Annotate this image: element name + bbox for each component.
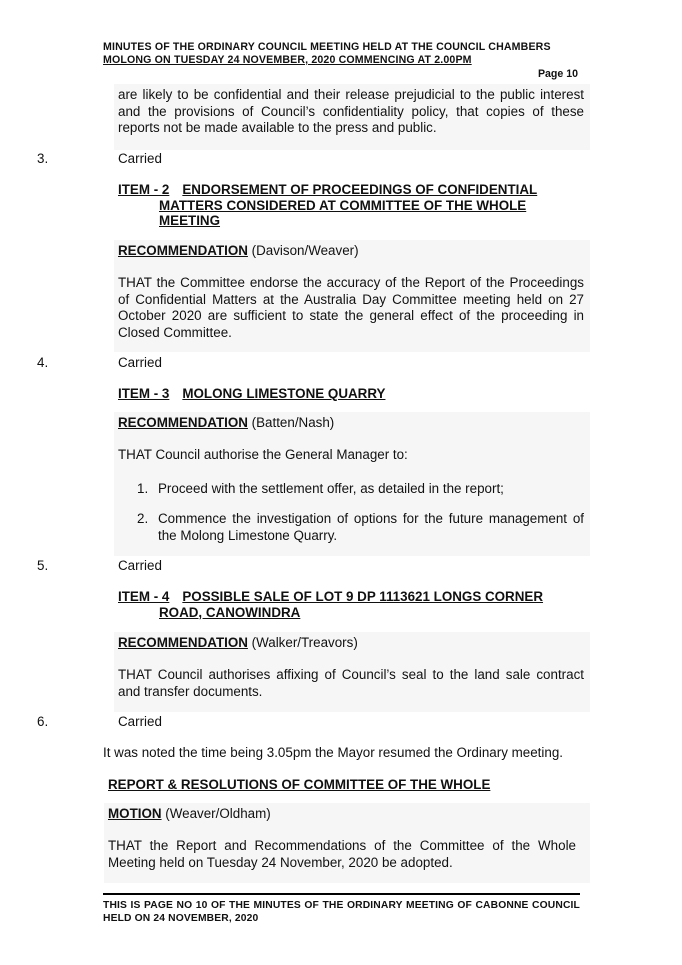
recommendation-heading: RECOMMENDATION (Davison/Weaver) [118, 243, 359, 258]
list-item: Proceed with the settlement offer, as detailed in the report; [158, 481, 504, 496]
item-title: ENDORSEMENT OF PROCEEDINGS OF CONFIDENTIAL [182, 182, 538, 197]
footer-rule [103, 893, 580, 895]
list-item: Commence the investigation of options for the future management of the Molong Limestone Quarry. [158, 511, 584, 543]
resolution-status: Carried [118, 558, 162, 573]
item-label: ITEM - 3 [118, 386, 170, 401]
item-title-cont: ROAD, CANOWINDRA [159, 604, 301, 620]
item-heading [118, 182, 588, 229]
resolution-status: Carried [118, 714, 162, 729]
motion-text: THAT the Report and Recommendations of the Committee of the Whole Meeting held on Tuesday 24 November, 2020 be adopted. [108, 838, 576, 870]
recommendation-text: THAT Council authorises affixing of Council’s seal to the land sale contract and transfer documents. [118, 667, 584, 699]
recommendation-heading: RECOMMENDATION (Batten/Nash) [118, 415, 335, 430]
continuation-paragraph: are likely to be confidential and their release prejudicial to the public interest and the provisions of Council’s confidentiality policy, that copies of these reports not be made available to the press and public. [118, 87, 584, 136]
resumed-note: It was noted the time being 3.05pm the Mayor resumed the Ordinary meeting. [103, 745, 563, 760]
item-heading [118, 589, 588, 620]
list-number: 1. [137, 481, 149, 496]
resolution-number: 4. [37, 355, 49, 370]
resolution-status: Carried [118, 151, 162, 166]
list-number: 2. [137, 511, 149, 526]
recommendation-text: THAT Council authorise the General Manager to: [118, 447, 408, 462]
item-title: MOLONG LIMESTONE QUARRY [182, 386, 386, 401]
resolution-number: 5. [37, 558, 49, 573]
resolution-number: 6. [37, 714, 49, 729]
resolution-number: 3. [37, 151, 49, 166]
page-number: Page 10 [537, 68, 578, 80]
item-label: ITEM - 2 [118, 182, 170, 197]
recommendation-heading: RECOMMENDATION (Walker/Treavors) [118, 635, 358, 650]
item-title: POSSIBLE SALE OF LOT 9 DP 1113621 LONGS CORNER [182, 589, 544, 604]
item-title-cont: MATTERS CONSIDERED AT COMMITTEE OF THE WHOLE [159, 197, 527, 213]
header-title-line2: MOLONG ON TUESDAY 24 NOVEMBER, 2020 COMMENCING AT 2.00PM [103, 54, 472, 66]
item-title-cont: MEETING [159, 213, 221, 229]
motion-heading: MOTION (Weaver/Oldham) [108, 806, 271, 821]
footer-text: THIS IS PAGE NO 10 OF THE MINUTES OF THE ORDINARY MEETING OF CABONNE COUNCIL HELD ON 24 NOVEMBER, 2020 [103, 900, 580, 924]
header-title-line1: MINUTES OF THE ORDINARY COUNCIL MEETING HELD AT THE COUNCIL CHAMBERS [103, 41, 551, 53]
resolution-status: Carried [118, 355, 162, 370]
item-label: ITEM - 4 [118, 589, 170, 604]
item-heading [118, 386, 588, 402]
report-heading: REPORT & RESOLUTIONS OF COMMITTEE OF THE WHOLE [108, 777, 491, 792]
recommendation-text: THAT the Committee endorse the accuracy of the Report of the Proceedings of Confidential Matters at the Australia Day Committee meeting held on 27 October 2020 are sufficient to state the general effect of the proceeding in Closed Committee. [118, 275, 584, 340]
